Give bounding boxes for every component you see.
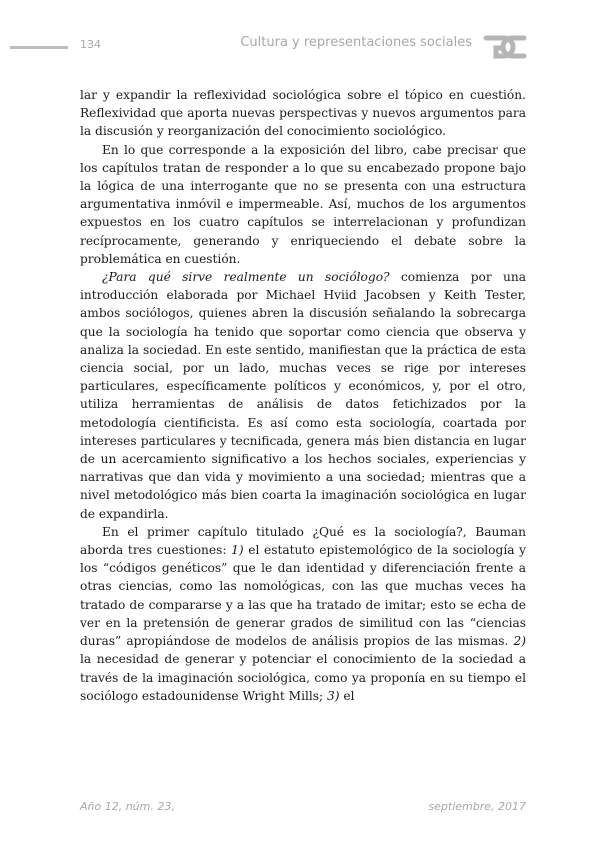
paragraph-1: lar y expandir la reflexividad sociológica sobre el tópico en cuestión. Reflexividad que aporta nuevas perspectivas y nuevos argumentos para la discusión y reorganización del conocimiento sociológico. bbox=[80, 88, 526, 139]
paragraph-4-segment: el bbox=[339, 688, 355, 703]
paragraph-4-segment: el estatuto epistemológico de la sociología y los “códigos genéticos” que le dan identidad y diferenciación frente a otras ciencias, como las nomológicas, con las que muchas veces ha tratado de compararse y a las que ha tratado de imitar; esto se echa de ver en la pretensión de generar grados de similitud con las “ciencias duras” apropiándose de modelos de análisis propios de las mismas. bbox=[80, 543, 527, 649]
paragraph-3 bbox=[80, 268, 526, 523]
enumeration-marker: 1) bbox=[231, 543, 244, 558]
page-footer bbox=[80, 800, 526, 816]
paragraph-2: En lo que corresponde a la exposición del libro, cabe precisar que los capítulos tratan de responder a lo que su encabezado propone bajo la lógica de una interrogante que no se presenta con una estructura argumentativa inmóvil e impermeable. Así, muchos de los argumentos expuestos en los cuatro capítulos se interrelacionan y profundizan recíprocamente, generando y enriqueciendo el debate sobre la problemática en cuestión. bbox=[80, 142, 526, 266]
footer-date: septiembre, 2017 bbox=[428, 800, 526, 813]
paragraph-4-segment: En el primer capítulo titulado ¿Qué es la sociología?, Bauman aborda tres cuestiones: bbox=[80, 524, 526, 558]
journal-logo-icon bbox=[482, 30, 528, 64]
running-title: Cultura y representaciones sociales bbox=[240, 35, 472, 50]
footer-issue: Año 12, núm. 23, bbox=[80, 800, 175, 813]
paragraph-3-text: comienza por una introducción elaborada por Michael Hviid Jacobsen y Keith Tester, ambos sociólogos, quienes abren la discusión señalando la sobrecarga que la sociología ha tenido que soportar como ciencia que observa y analiza la sociedad. En este sentido, manifiestan que la práctica de esta ciencia social, por un lado, muchas veces se rige por intereses particulares, específicamente políticos y económicos, y, por el otro, utiliza herramientas de análisis de datos fetichizados por la metodología cientificista. Es así como esta sociología, coartada por intereses particulares y tecnificada, genera más bien distancia en lugar de un acercamiento significativo a los hechos sociales, experiencias y narrativas que dan vida y movimiento a una sociedad; mientras que a nivel metodológico más bien coarta la imaginación sociológica en lugar de expandirla. bbox=[80, 270, 527, 521]
enumeration-marker: 2) bbox=[513, 634, 526, 649]
header-rule bbox=[10, 46, 68, 49]
page-number: 134 bbox=[80, 38, 101, 51]
page-header bbox=[0, 30, 606, 66]
article-body bbox=[80, 86, 526, 705]
book-title-italic: ¿Para qué sirve realmente un sociólogo? bbox=[102, 270, 390, 285]
paragraph-4-segment: la necesidad de generar y potenciar el conocimiento de la sociedad a través de la imaginación sociológica, como ya proponía en su tiempo el sociólogo estadounidense Wright Mills; bbox=[80, 652, 526, 703]
paragraph-4 bbox=[80, 523, 526, 705]
enumeration-marker: 3) bbox=[327, 688, 340, 703]
